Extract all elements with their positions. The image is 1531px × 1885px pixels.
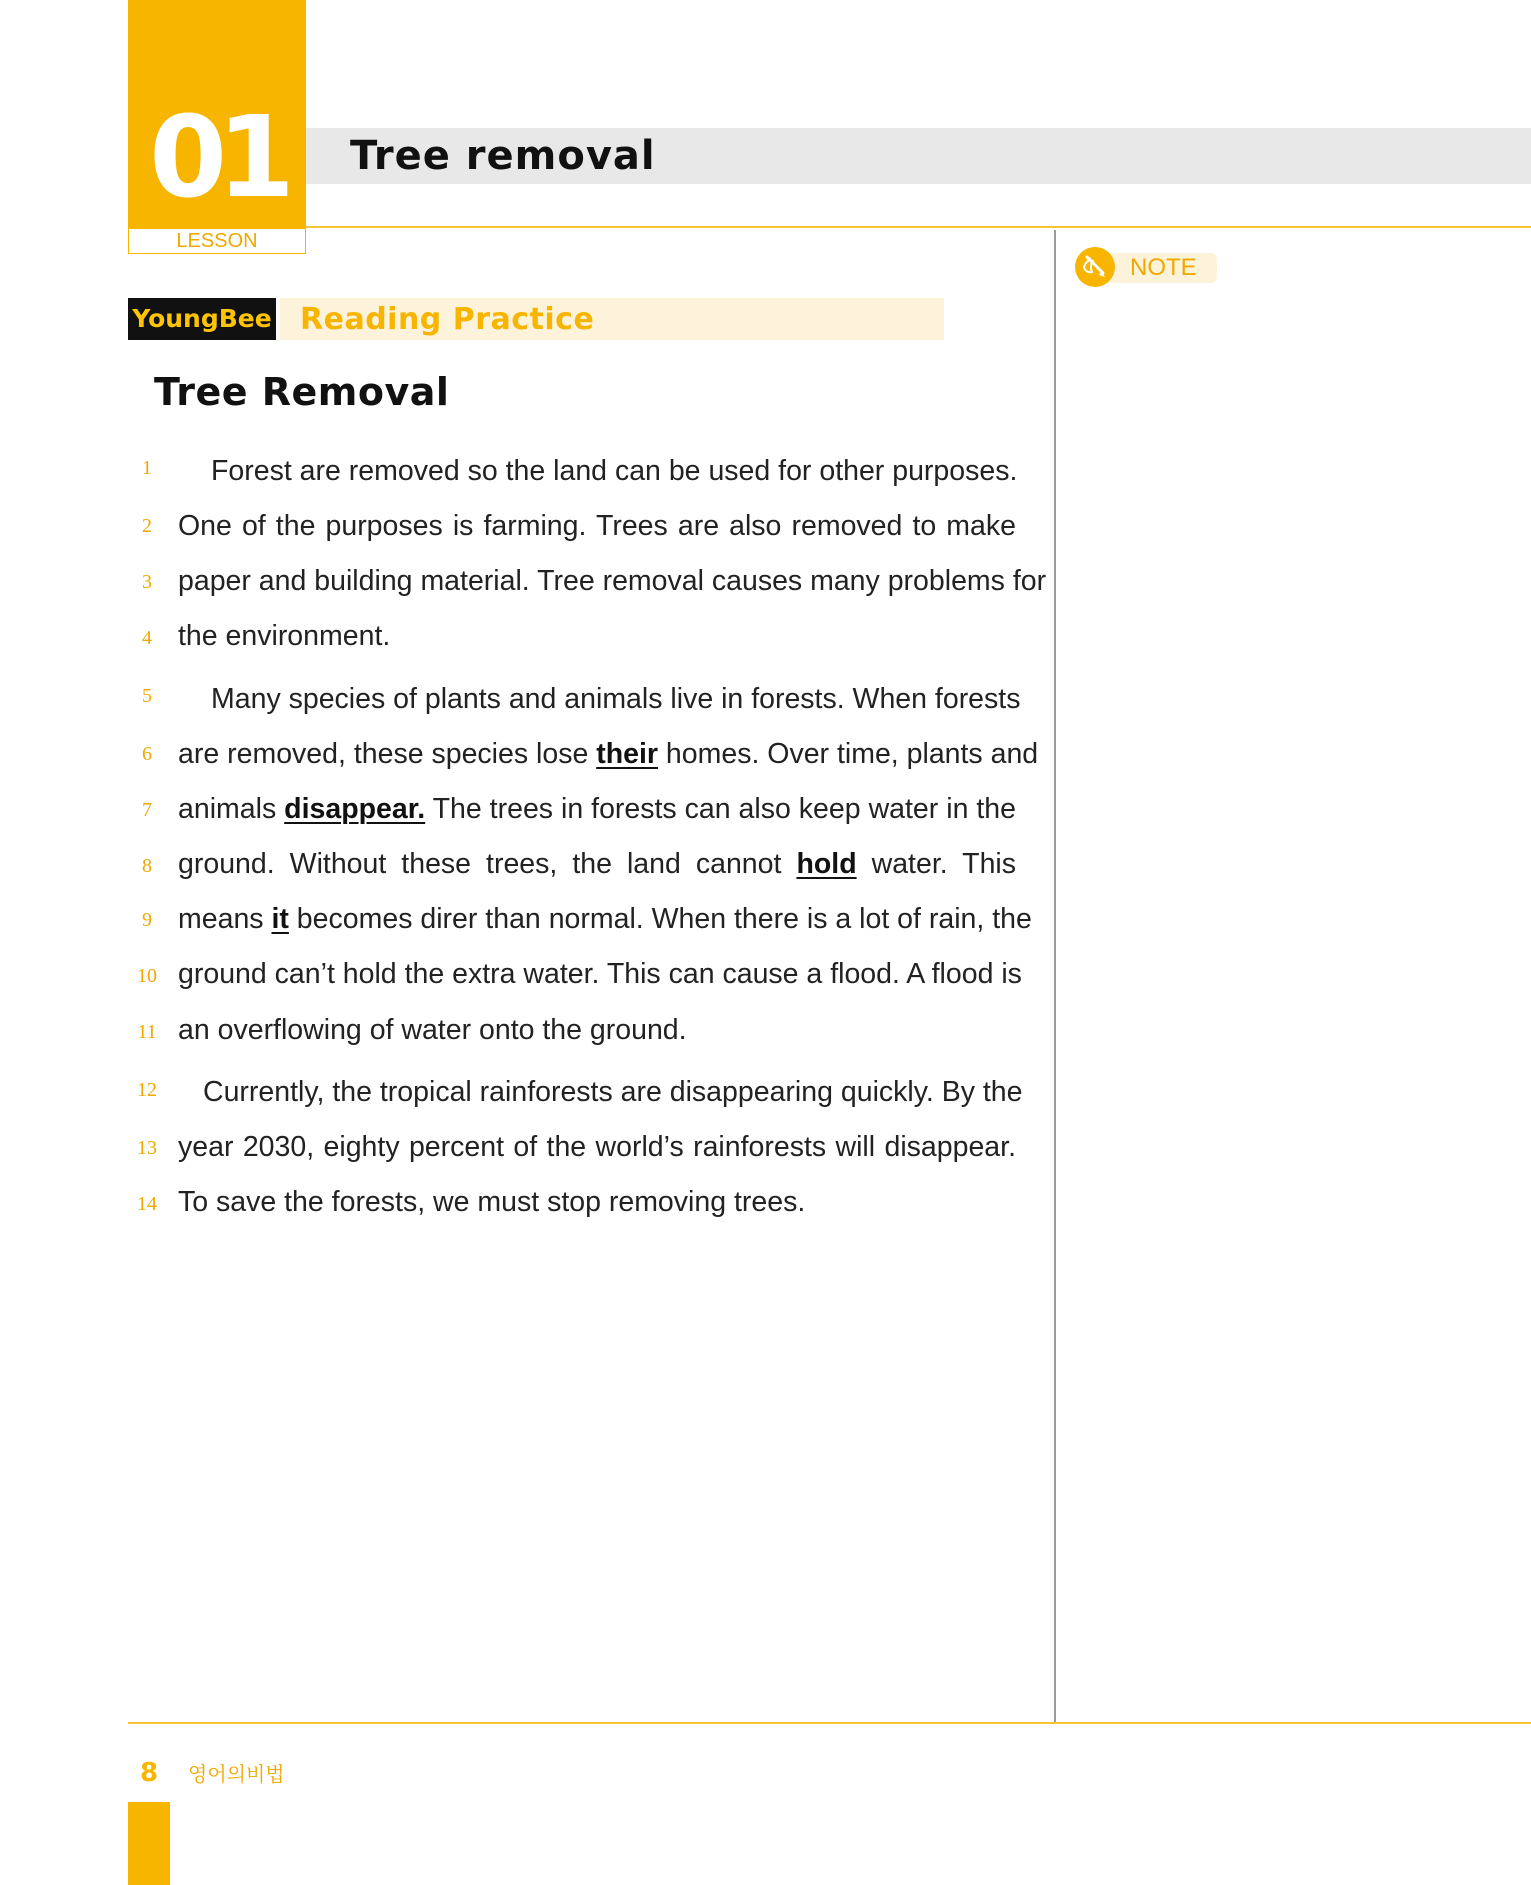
- line-number: 14: [137, 1193, 157, 1215]
- line-number: 3: [142, 571, 152, 593]
- text-segment: homes. Over time, plants and: [657, 738, 1039, 770]
- note-label: [1075, 247, 1220, 287]
- section-label: Reading Practice: [300, 302, 595, 337]
- reading-title: Tree Removal: [154, 370, 450, 414]
- text-line: [178, 846, 1016, 882]
- text-line: One of the purposes is farming. Trees are also removed to make: [178, 510, 1016, 542]
- text-line: Currently, the tropical rainforests are disappearing quickly. By the: [203, 1076, 1023, 1108]
- footer-tab: [128, 1802, 170, 1885]
- text-segment: becomes direr than normal. When there is a lot of rain, the: [288, 903, 1032, 935]
- keyword-it: it: [271, 903, 289, 935]
- line-number: 13: [137, 1137, 157, 1159]
- line-number: 1: [142, 457, 152, 479]
- pen-hand-icon: [1075, 247, 1115, 287]
- text-segment: means: [178, 903, 272, 935]
- text-line: an overflowing of water onto the ground.: [178, 1014, 687, 1046]
- text-line: the environment.: [178, 620, 391, 652]
- footer-divider: [128, 1722, 1531, 1724]
- brand-badge: YoungBee: [128, 298, 276, 340]
- text-line: ground can’t hold the extra water. This can cause a flood. A flood is: [178, 958, 1022, 990]
- text-line: Many species of plants and animals live in forests. When forests: [211, 683, 1021, 715]
- text-segment: ground. Without these trees, the land cannot: [178, 848, 797, 880]
- lesson-block: [128, 0, 306, 254]
- book-title: 영어의비법: [188, 1764, 285, 1786]
- text-line: year 2030, eighty percent of the world’s rainforests will disappear.: [178, 1131, 1016, 1163]
- line-number: 6: [142, 743, 152, 765]
- keyword-disappear: disappear.: [284, 793, 426, 825]
- keyword-hold: hold: [796, 848, 857, 880]
- page-number: 8: [140, 1758, 159, 1788]
- text-segment: are removed, these species lose: [178, 738, 597, 770]
- text-segment: animals: [178, 793, 285, 825]
- line-number: 8: [142, 855, 152, 877]
- column-divider: [1054, 230, 1056, 1724]
- text-line: Forest are removed so the land can be used for other purposes.: [211, 455, 1018, 487]
- keyword-their: their: [596, 738, 658, 770]
- line-number: 9: [142, 909, 152, 931]
- text-line: paper and building material. Tree removal causes many problems for: [178, 565, 1047, 597]
- page-title: Tree removal: [350, 133, 656, 179]
- line-number: 10: [137, 965, 157, 987]
- text-segment: water. This: [856, 848, 1017, 880]
- line-number: 11: [137, 1021, 157, 1043]
- text-segment: The trees in forests can also keep water in the: [425, 793, 1016, 825]
- header-divider: [306, 226, 1531, 228]
- line-number: 5: [142, 685, 152, 707]
- text-line: [178, 736, 1039, 772]
- line-number: 7: [142, 799, 152, 821]
- lesson-number: 01: [149, 93, 285, 223]
- line-number: 12: [137, 1079, 157, 1101]
- section-tag: [128, 298, 944, 340]
- text-line: [178, 901, 1032, 937]
- line-number: 4: [142, 627, 152, 649]
- lesson-label: LESSON: [128, 228, 306, 254]
- line-number: 2: [142, 515, 152, 537]
- text-line: To save the forests, we must stop removing trees.: [178, 1186, 806, 1218]
- note-text: NOTE: [1130, 254, 1197, 281]
- text-line: [178, 791, 1016, 827]
